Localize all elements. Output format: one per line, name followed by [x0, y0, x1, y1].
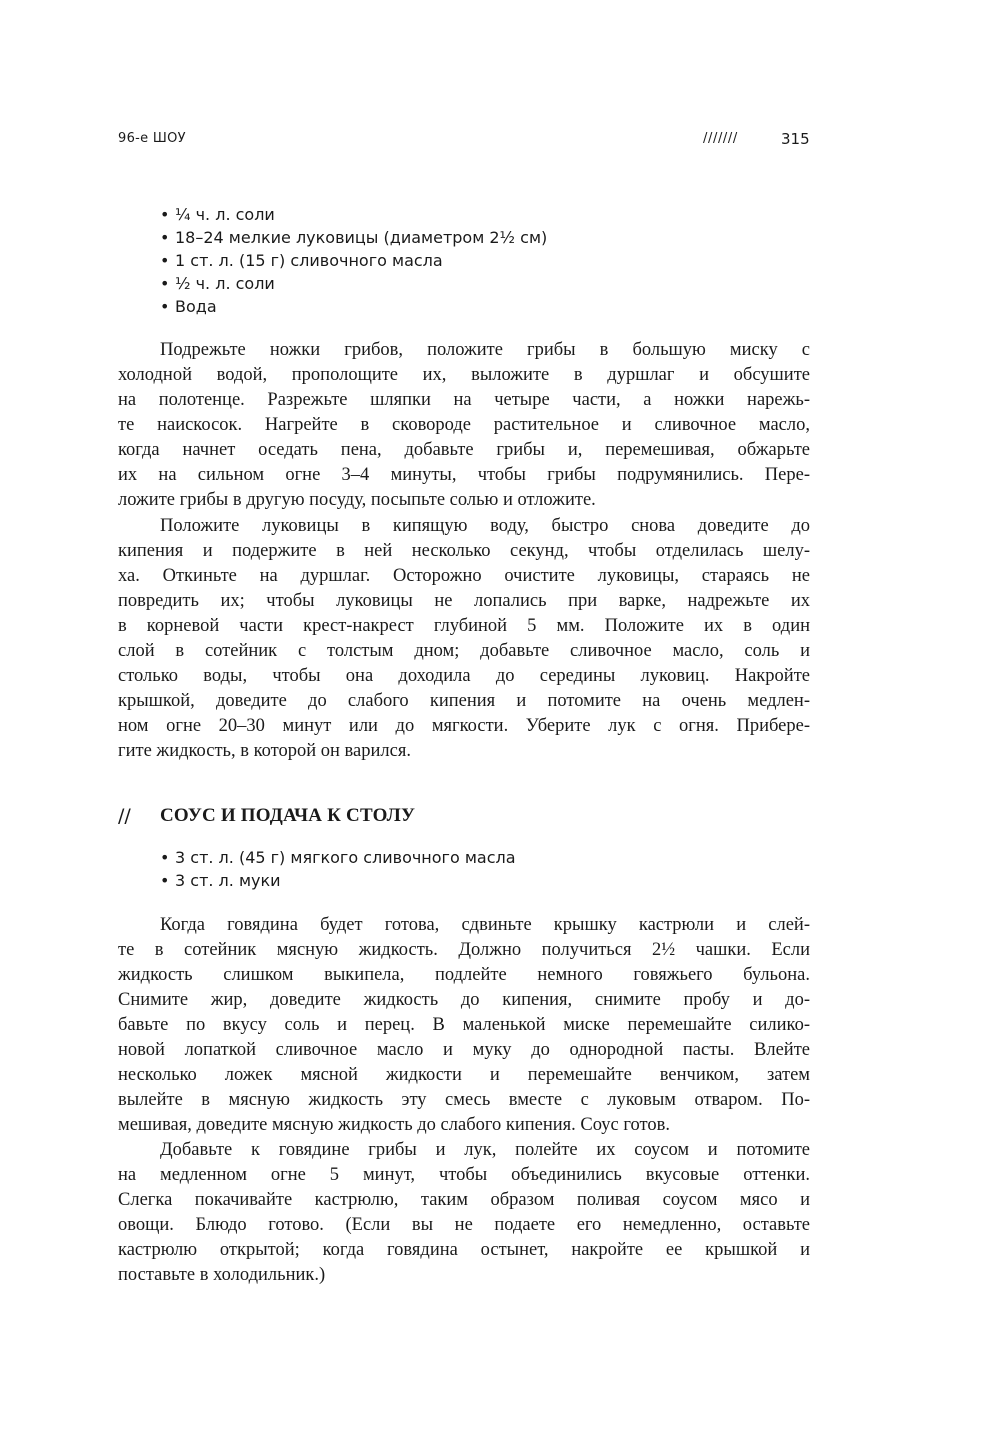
- ingredient-list-sauce: [160, 846, 516, 892]
- paragraph-line: те в сотейник мясную жидкость. Должно получиться 2½ чашки. Если: [118, 940, 810, 960]
- paragraph-line: те наискосок. Нагрейте в сковороде растительное и сливочное масло,: [118, 415, 810, 435]
- section-heading: СОУС И ПОДАЧА К СТОЛУ: [160, 805, 416, 826]
- paragraph-line: гите жидкость, в которой он варился.: [118, 741, 411, 761]
- list-item: • 3 ст. л. муки: [160, 871, 281, 890]
- list-item: • ¼ ч. л. соли: [160, 205, 275, 224]
- paragraph-line: поставьте в холодильник.): [118, 1265, 326, 1285]
- running-head: 96-е ШОУ: [118, 131, 186, 146]
- list-item: • 18–24 мелкие луковицы (диаметром 2½ см): [160, 228, 548, 247]
- paragraph-line: на полотенце. Разрежьте шляпки на четыре части, а ножки нарежь-: [118, 390, 810, 410]
- paragraph-line: повредить их; чтобы луковицы не лопались при варке, надрежьте их: [118, 591, 810, 611]
- paragraph-line: мешивая, доведите мясную жидкость до слабого кипения. Соус готов.: [118, 1115, 670, 1135]
- paragraph-line: Добавьте к говядине грибы и лук, полейте их соусом и потомите: [160, 1140, 810, 1160]
- list-item: • 1 ст. л. (15 г) сливочного масла: [160, 251, 443, 270]
- paragraph-line: столько воды, чтобы она доходила до середины луковиц. Накройте: [118, 666, 810, 686]
- paragraph-line: крышкой, доведите до слабого кипения и потомите на очень медлен-: [118, 691, 810, 711]
- header-separator: ///////: [703, 131, 738, 146]
- paragraph-line: вылейте в мясную жидкость эту смесь вместе с луковым отваром. По-: [118, 1090, 810, 1110]
- paragraph-line: когда начнет оседать пена, добавьте грибы и, перемешивая, обжарьте: [118, 440, 810, 460]
- paragraph-line: слой в сотейник с толстым дном; добавьте сливочное масло, соль и: [118, 641, 810, 661]
- paragraph-line: в корневой части крест-накрест глубиной 5 мм. Положите их в один: [118, 616, 810, 636]
- list-item: • Вода: [160, 297, 217, 316]
- paragraph-line: Снимите жир, доведите жидкость до кипения, снимите пробу и до-: [118, 990, 810, 1010]
- paragraph-line: их на сильном огне 3–4 минуты, чтобы грибы подрумянились. Пере-: [118, 465, 810, 485]
- list-item: • ½ ч. л. соли: [160, 274, 275, 293]
- paragraph-line: ном огне 20–30 минут или до мягкости. Уберите лук с огня. Прибере-: [118, 716, 810, 736]
- paragraph-line: Когда говядина будет готова, сдвиньте крышку кастрюли и слей-: [160, 915, 810, 935]
- paragraph-line: ха. Откиньте на дуршлаг. Осторожно очистите луковицы, стараясь не: [118, 566, 810, 586]
- paragraph-line: бавьте по вкусу соль и перец. В маленькой миске перемешайте силико-: [118, 1015, 810, 1035]
- paragraph-line: новой лопаткой сливочное масло и муку до однородной пасты. Влейте: [118, 1040, 810, 1060]
- paragraph-line: Подрежьте ножки грибов, положите грибы в большую миску с: [160, 340, 810, 360]
- ingredient-list: [160, 203, 547, 318]
- list-item: • 3 ст. л. (45 г) мягкого сливочного масла: [160, 848, 516, 867]
- section-marker: //: [118, 805, 131, 827]
- paragraph-line: жидкость слишком выкипела, подлейте немного говяжьего бульона.: [118, 965, 810, 985]
- paragraph-line: Положите луковицы в кипящую воду, быстро снова доведите до: [160, 516, 810, 536]
- paragraph-line: ложите грибы в другую посуду, посыпьте солью и отложите.: [118, 490, 596, 510]
- paragraph-line: холодной водой, прополощите их, выложите в дуршлаг и обсушите: [118, 365, 810, 385]
- page-number: 315: [781, 130, 810, 148]
- paragraph-line: Слегка покачивайте кастрюлю, таким образом поливая соусом мясо и: [118, 1190, 810, 1210]
- paragraph-line: несколько ложек мясной жидкости и перемешайте венчиком, затем: [118, 1065, 810, 1085]
- paragraph-line: кастрюлю открытой; когда говядина остынет, накройте ее крышкой и: [118, 1240, 810, 1260]
- paragraph-line: овощи. Блюдо готово. (Если вы не подаете его немедленно, оставьте: [118, 1215, 810, 1235]
- paragraph-line: на медленном огне 5 минут, чтобы объединились вкусовые оттенки.: [118, 1165, 810, 1185]
- paragraph-line: кипения и подержите в ней несколько секунд, чтобы отделилась шелу-: [118, 541, 810, 561]
